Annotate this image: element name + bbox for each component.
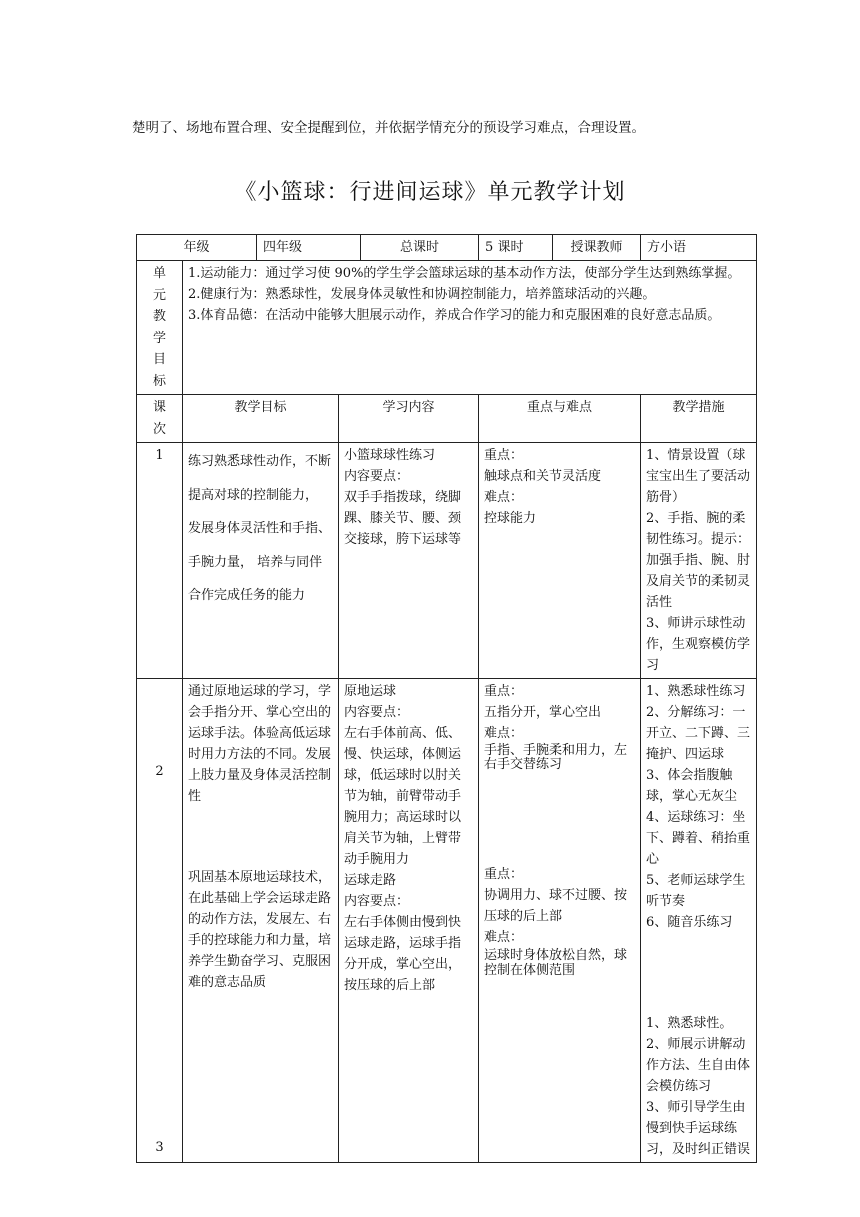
table-row	[137, 679, 757, 1163]
unit-goal-line: 3.体育品德：在活动中能够大胆展示动作，养成合作学习的能力和克服困难的良好意志品质。	[188, 308, 721, 323]
measures-col-header: 教学措施	[641, 395, 757, 443]
hours-label: 总课时	[361, 235, 479, 261]
content-col-header: 学习内容	[339, 395, 479, 443]
lesson-content: 原地运球 内容要点： 左右手体前高、低、慢、快运球，体侧运球，低运球时以肘关节为轴，前臂带动手腕用力；高运球时以肩关节为轴，上臂带动手腕用力 运球走路 内容要点： 左右手体侧由慢到快运球走路，运球手指分开成，掌心空出，按压球的后上部	[339, 679, 479, 1163]
lesson-content: 小篮球球性练习 内容要点： 双手手指拨球，绕脚踝、膝关节、腰、颈交接球，胯下运球等	[339, 443, 479, 679]
lesson-col-header: 课 次	[137, 395, 183, 443]
intro-text: 楚明了、场地布置合理、安全提醒到位，并依据学情充分的预设学习难点，合理设置。	[132, 120, 645, 136]
goal-col-header: 教学目标	[183, 395, 339, 443]
column-header-row	[137, 395, 757, 443]
grade-label: 年级	[137, 235, 257, 261]
hours-value: 5 课时	[479, 235, 553, 261]
lesson-measures: 1、情景设置（球宝宝出生了要活动筋骨） 2、手指、腕的柔韧性练习。提示：加强手指、腕、肘及肩关节的柔韧灵活性 3、师讲示球性动作，生观察模仿学习	[641, 443, 757, 679]
document-title: 《小篮球：行进间运球》单元教学计划	[234, 180, 626, 205]
unit-plan-table	[136, 234, 757, 1163]
header-row	[137, 235, 757, 261]
lesson-goal-2: 通过原地运球的学习，学会手指分开、掌心空出的运球手法。体验高低运球时用力方法的不同。发展上肢力量及身体灵活控制性	[188, 684, 332, 804]
lesson-goal: 练习熟悉球性动作，不断提高对球的控制能力， 发展身体灵活性和手指、手腕力量， 培养与同伴合作完成任务的能力	[183, 443, 339, 679]
teacher-label: 授课教师	[553, 235, 641, 261]
lesson-key: 重点： 触球点和关节灵活度 难点： 控球能力	[479, 443, 641, 679]
lesson-goal	[183, 679, 339, 1163]
table-row	[137, 443, 757, 679]
unit-goal-label: 单 元 教 学 目 标	[137, 261, 183, 395]
lesson-number: 1	[137, 443, 183, 679]
teacher-value: 方小语	[641, 235, 757, 261]
unit-goal-content	[183, 261, 757, 395]
lesson-measures: 1、熟悉球性练习 2、分解练习：一开立、二下蹲、三掩护、四运球 3、体会指腹触球，掌心无灰尘 4、运球练习：坐下、蹲着、稍抬重心 5、老师运球学生听节奏 6、随音乐练习 1、熟悉球性。 2、师展示讲解动作方法、生自由体会模仿练习 3、师引导学生由慢到快手运球练习，及时纠正错误	[641, 679, 757, 1163]
lesson-number-cell	[137, 679, 183, 1163]
grade-value: 四年级	[257, 235, 361, 261]
unit-goal-row	[137, 261, 757, 395]
lesson-number: 2	[155, 764, 164, 779]
key-col-header: 重点与难点	[479, 395, 641, 443]
lesson-key: 重点： 五指分开，掌心空出 难点： 手指、手腕柔和用力，左右手交替练习 重点： 协调用力、球不过腰、按压球的后上部 难点： 运球时身体放松自然，球控制在体侧范围	[479, 679, 641, 1163]
unit-goal-line: 2.健康行为：熟悉球性，发展身体灵敏性和协调控制能力，培养篮球活动的兴趣。	[188, 287, 656, 302]
lesson-number: 3	[155, 1140, 164, 1155]
lesson-goal-3: 巩固基本原地运球技术，在此基础上学会运球走路的动作方法，发展左、右手的控球能力和力量，培养学生勤奋学习、克服困难的意志品质	[188, 870, 332, 990]
unit-goal-line: 1.运动能力：通过学习使 90%的学生学会篮球运球的基本动作方法，使部分学生达到熟练掌握。	[188, 266, 741, 281]
